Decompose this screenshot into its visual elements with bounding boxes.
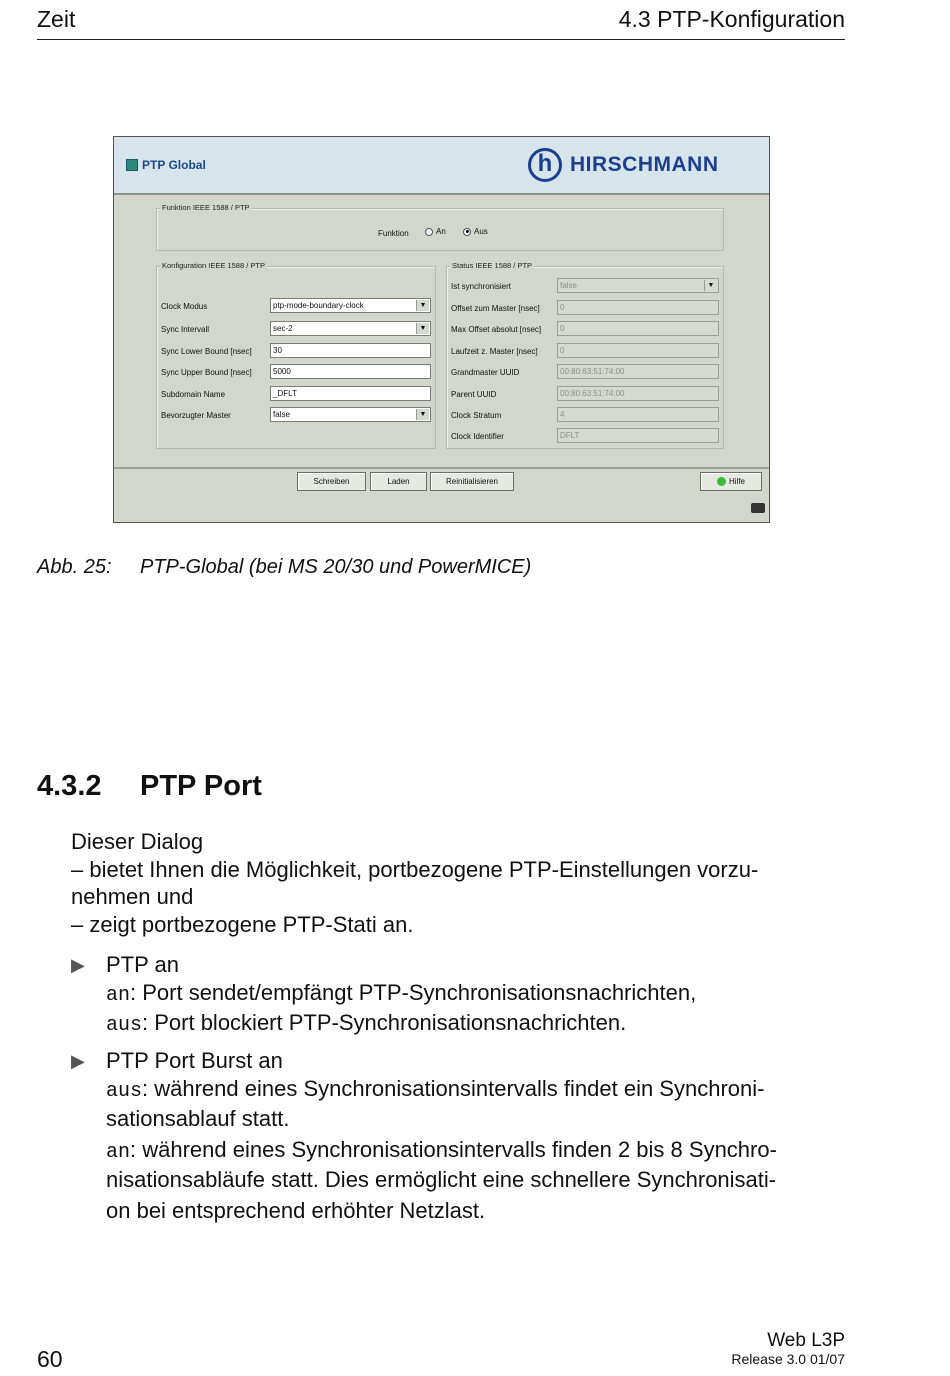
brand <box>528 148 719 182</box>
radio-aus[interactable] <box>463 227 488 236</box>
function-legend: Funktion IEEE 1588 / PTP <box>162 203 250 212</box>
config-label: Sync Lower Bound [nsec] <box>161 347 252 356</box>
radio-an-label: An <box>436 227 446 236</box>
config-label: Sync Upper Bound [nsec] <box>161 368 252 377</box>
item-title: PTP an <box>106 952 179 977</box>
sync-interval-value: sec-2 <box>273 324 293 333</box>
grandmaster-uuid-field: 00:80:63:51:74:00 <box>557 364 719 379</box>
clock-identifier-field: DFLT <box>557 428 719 443</box>
running-header-right: 4.3 PTP-Konfiguration <box>618 6 845 32</box>
max-offset-field: 0 <box>557 321 719 336</box>
item-text: : Port blockiert PTP-Synchronisationsnachrichten. <box>142 1010 627 1035</box>
item-text: : während eines Synchronisationsintervalls finden 2 bis 8 Synchro- <box>130 1136 777 1162</box>
config-legend: Konfiguration IEEE 1588 / PTP <box>162 261 265 270</box>
radio-an[interactable] <box>425 227 446 236</box>
status-label: Parent UUID <box>451 390 497 399</box>
item-line <box>106 1105 777 1136</box>
subdomain-name-input[interactable]: _DFLT <box>270 386 431 401</box>
clock-stratum-field: 4 <box>557 407 719 422</box>
radio-an-button[interactable] <box>425 228 433 236</box>
caption-number: Abb. 25: <box>37 556 112 578</box>
dialog-header <box>114 137 769 195</box>
item-text: nisationsabläufe statt. Dies ermöglicht eine schnellere Synchronisati- <box>106 1167 777 1192</box>
status-label: Max Offset absolut [nsec] <box>451 325 542 334</box>
dropdown-arrow-icon[interactable]: ▼ <box>416 409 429 420</box>
page-number: 60 <box>37 1346 63 1372</box>
section-number: 4.3.2 <box>37 770 102 802</box>
config-label: Clock Modus <box>161 302 208 311</box>
dropdown-arrow-icon[interactable]: ▼ <box>416 323 429 334</box>
item-text: sationsablauf statt. <box>106 1106 290 1131</box>
status-legend: Status IEEE 1588 / PTP <box>452 261 533 270</box>
intro-line: – zeigt portbezogene PTP-Stati an. <box>71 911 414 937</box>
header-rule <box>37 39 845 40</box>
status-label: Clock Identifier <box>451 432 504 441</box>
dropdown-arrow-icon: ▼ <box>704 280 717 291</box>
item-line <box>106 1075 777 1106</box>
status-label: Clock Stratum <box>451 411 502 420</box>
intro-paragraph <box>71 828 758 938</box>
button-bar-divider <box>114 467 769 469</box>
item-line <box>106 1009 696 1040</box>
dropdown-arrow-icon[interactable]: ▼ <box>416 300 429 311</box>
ptp-global-screenshot <box>113 136 770 523</box>
item-title: PTP Port Burst an <box>106 1048 283 1073</box>
item-text: on bei entsprechend erhöhter Netzlast. <box>106 1197 486 1223</box>
is-synchronized-value: false <box>560 281 577 290</box>
item-line <box>106 979 696 1010</box>
preferred-master-select[interactable] <box>270 407 431 422</box>
intro-line: Dieser Dialog <box>71 829 204 854</box>
running-header-left: Zeit <box>37 6 76 32</box>
status-label: Laufzeit z. Master [nsec] <box>451 347 538 356</box>
item-line <box>106 1136 777 1167</box>
item-ptp-on <box>106 951 696 1040</box>
status-label: Ist synchronisiert <box>451 282 512 291</box>
config-label: Bevorzugter Master <box>161 411 231 420</box>
bullet-triangle-icon: ▶ <box>71 955 85 975</box>
help-button[interactable] <box>700 472 762 491</box>
path-delay-field: 0 <box>557 343 719 358</box>
bullet-triangle-icon: ▶ <box>71 1051 85 1071</box>
config-label: Subdomain Name <box>161 390 226 399</box>
figure-caption <box>37 556 531 579</box>
load-button[interactable]: Laden <box>370 472 427 491</box>
radio-aus-button[interactable] <box>463 228 471 236</box>
clock-mode-value: ptp-mode-boundary-clock <box>273 301 364 310</box>
dialog-title <box>126 158 206 172</box>
item-ptp-port-burst <box>106 1047 777 1227</box>
preferred-master-value: false <box>273 410 290 419</box>
item-text: : während eines Synchronisationsintervalls findet ein Synchroni- <box>142 1075 765 1101</box>
item-line <box>106 1166 777 1197</box>
status-label: Offset zum Master [nsec] <box>451 304 540 313</box>
reinit-button[interactable]: Reinitialisieren <box>430 472 514 491</box>
sync-upper-bound-input[interactable]: 5000 <box>270 364 431 379</box>
parent-uuid-field: 00:80:63:51:74:00 <box>557 386 719 401</box>
footer-release: Release 3.0 01/07 <box>731 1351 845 1367</box>
status-label: Grandmaster UUID <box>451 368 520 377</box>
function-label: Funktion <box>378 229 409 238</box>
intro-line: nehmen und <box>71 884 194 909</box>
footer-title: Web L3P <box>767 1330 845 1351</box>
clock-mode-select[interactable] <box>270 298 431 313</box>
status-indicator-icon <box>751 503 765 513</box>
dialog-title-text: PTP Global <box>142 158 206 172</box>
brand-name: HIRSCHMANN <box>570 153 719 176</box>
window-icon <box>126 159 138 171</box>
help-icon <box>717 477 726 486</box>
code-value: an <box>106 983 131 1007</box>
offset-to-master-field: 0 <box>557 300 719 315</box>
item-text: : Port sendet/empfängt PTP-Synchronisationsnachrichten, <box>130 979 697 1005</box>
intro-line: – bietet Ihnen die Möglichkeit, portbezogene PTP-Einstellungen vorzu- <box>71 856 759 882</box>
code-value: aus <box>106 1079 143 1103</box>
is-synchronized-select <box>557 278 719 293</box>
section-title: PTP Port <box>140 770 262 802</box>
help-button-label: Hilfe <box>728 477 745 486</box>
code-value: an <box>106 1140 131 1164</box>
sync-lower-bound-input[interactable]: 30 <box>270 343 431 358</box>
radio-aus-label: Aus <box>474 227 488 236</box>
sync-interval-select[interactable] <box>270 321 431 336</box>
item-line <box>106 1197 777 1228</box>
config-label: Sync Intervall <box>161 325 210 334</box>
caption-text: PTP-Global (bei MS 20/30 und PowerMICE) <box>140 556 532 578</box>
code-value: aus <box>106 1014 143 1037</box>
write-button[interactable]: Schreiben <box>297 472 366 491</box>
hirschmann-logo-icon: h <box>528 148 562 182</box>
